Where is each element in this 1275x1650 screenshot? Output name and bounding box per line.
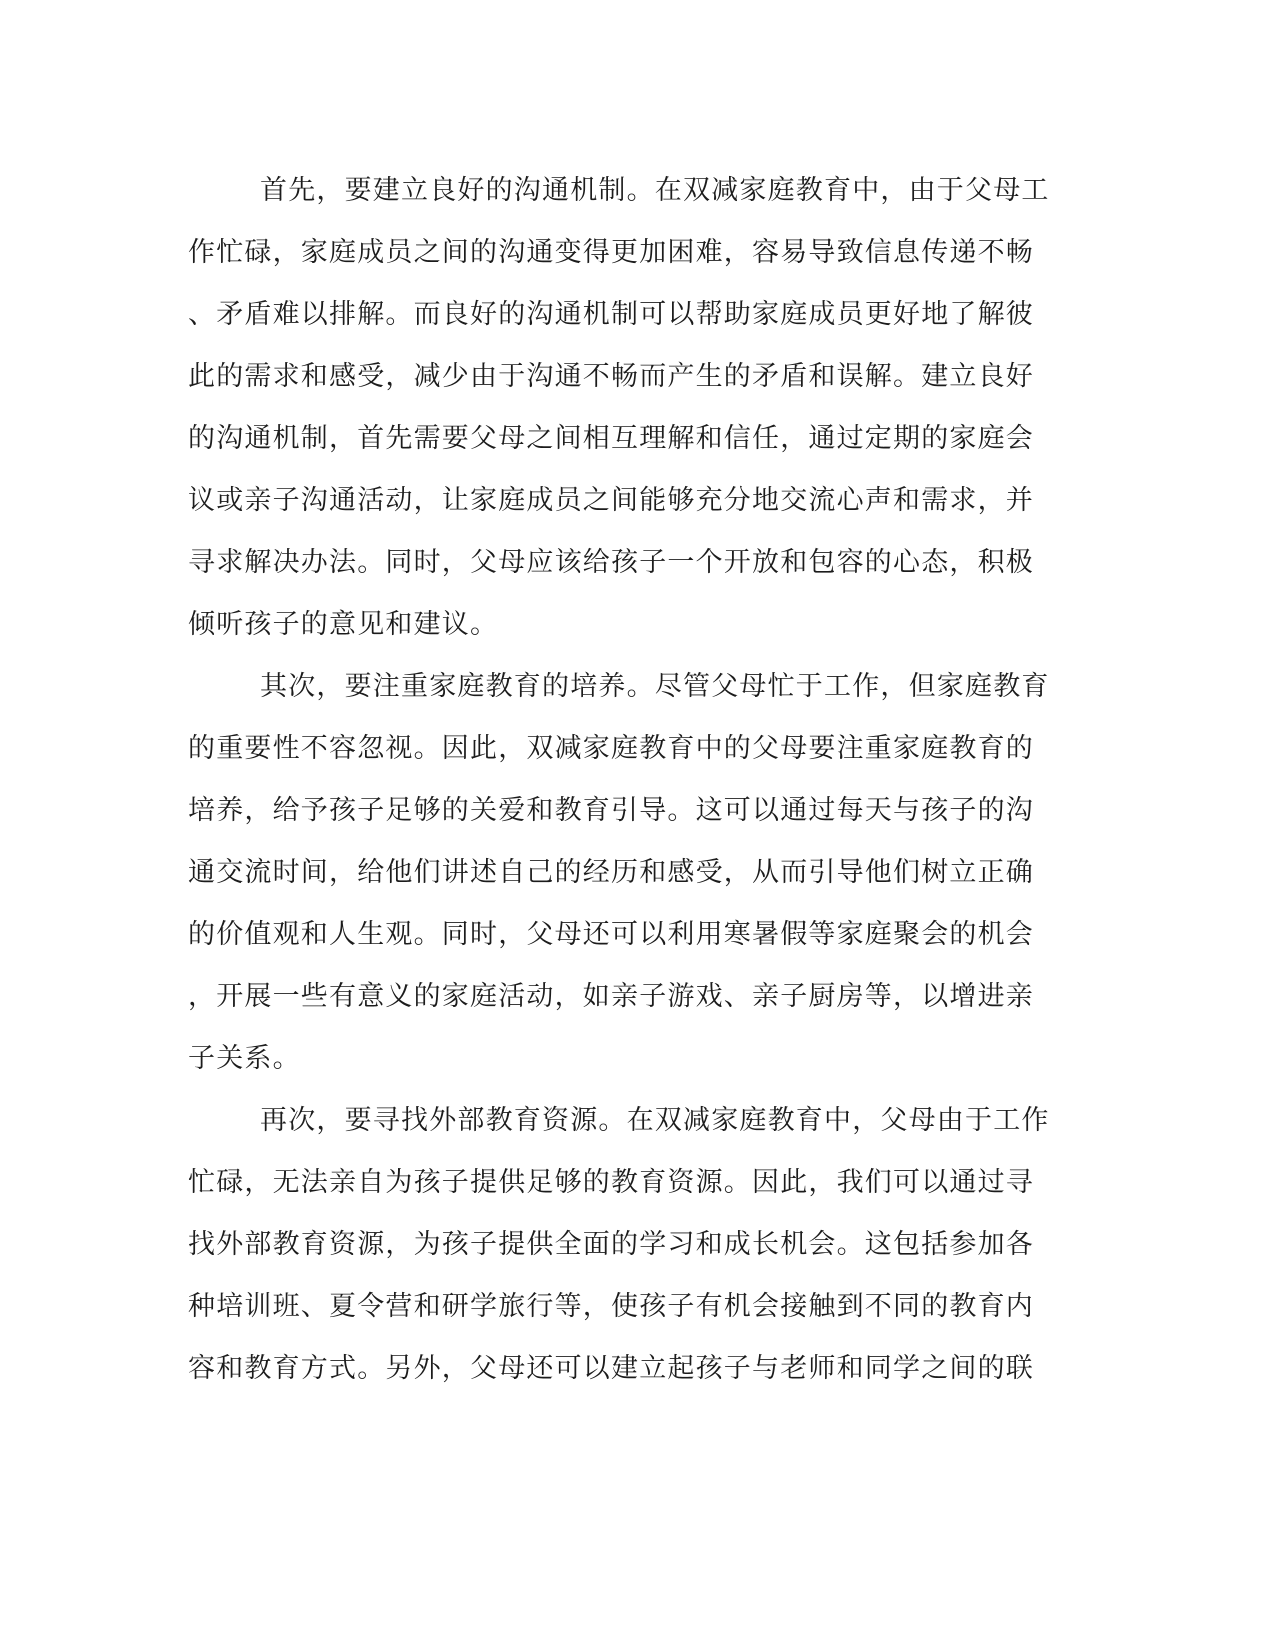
text-line: 、矛盾难以排解。而良好的沟通机制可以帮助家庭成员更好地了解彼 bbox=[188, 299, 1034, 330]
text-line: 找外部教育资源，为孩子提供全面的学习和成长机会。这包括参加各 bbox=[188, 1229, 1034, 1260]
document-body bbox=[188, 160, 1088, 1400]
text-line: 的价值观和人生观。同时，父母还可以利用寒暑假等家庭聚会的机会 bbox=[188, 919, 1034, 950]
text-line: 首先，要建立良好的沟通机制。在双减家庭教育中，由于父母工 bbox=[260, 175, 1050, 206]
text-line: 其次，要注重家庭教育的培养。尽管父母忙于工作，但家庭教育 bbox=[260, 671, 1050, 702]
text-line: 此的需求和感受，减少由于沟通不畅而产生的矛盾和误解。建立良好 bbox=[188, 361, 1034, 392]
text-line: 通交流时间，给他们讲述自己的经历和感受，从而引导他们树立正确 bbox=[188, 857, 1034, 888]
text-line: 再次，要寻找外部教育资源。在双减家庭教育中，父母由于工作 bbox=[260, 1105, 1050, 1136]
paragraph-family-education bbox=[188, 656, 1088, 1090]
text-line: 容和教育方式。另外，父母还可以建立起孩子与老师和同学之间的联 bbox=[188, 1353, 1034, 1384]
text-line: ，开展一些有意义的家庭活动，如亲子游戏、亲子厨房等，以增进亲 bbox=[188, 981, 1034, 1012]
text-line: 的沟通机制，首先需要父母之间相互理解和信任，通过定期的家庭会 bbox=[188, 423, 1034, 454]
text-line: 培养，给予孩子足够的关爱和教育引导。这可以通过每天与孩子的沟 bbox=[188, 795, 1034, 826]
text-line: 忙碌，无法亲自为孩子提供足够的教育资源。因此，我们可以通过寻 bbox=[188, 1167, 1034, 1198]
text-line: 的重要性不容忽视。因此，双减家庭教育中的父母要注重家庭教育的 bbox=[188, 733, 1034, 764]
text-line: 倾听孩子的意见和建议。 bbox=[188, 609, 499, 640]
text-line: 子关系。 bbox=[188, 1043, 301, 1074]
paragraph-communication bbox=[188, 160, 1088, 656]
text-line: 寻求解决办法。同时，父母应该给孩子一个开放和包容的心态，积极 bbox=[188, 547, 1034, 578]
paragraph-external-resources bbox=[188, 1090, 1088, 1400]
text-line: 议或亲子沟通活动，让家庭成员之间能够充分地交流心声和需求，并 bbox=[188, 485, 1034, 516]
text-line: 作忙碌，家庭成员之间的沟通变得更加困难，容易导致信息传递不畅 bbox=[188, 237, 1034, 268]
text-line: 种培训班、夏令营和研学旅行等，使孩子有机会接触到不同的教育内 bbox=[188, 1291, 1034, 1322]
